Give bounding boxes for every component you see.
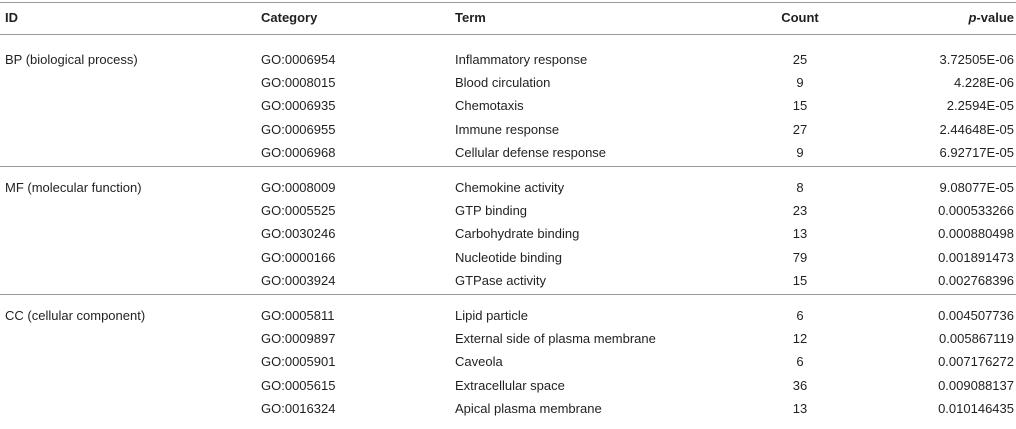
header-pvalue bbox=[968, 6, 1014, 30]
go-id-cell: GO:0005615 bbox=[261, 378, 336, 393]
term-cell: Blood circulation bbox=[455, 75, 551, 90]
count-cell: 9 bbox=[796, 145, 804, 160]
table-row bbox=[0, 350, 1016, 373]
pvalue-cell: 0.009088137 bbox=[938, 378, 1014, 393]
table-top-rule bbox=[0, 2, 1016, 3]
go-id-cell: GO:0006935 bbox=[261, 98, 336, 113]
go-id-cell: GO:0005525 bbox=[261, 203, 336, 218]
term-cell: Chemokine activity bbox=[455, 180, 565, 195]
go-id-cell: GO:0030246 bbox=[261, 226, 336, 241]
count-cell: 15 bbox=[792, 273, 808, 288]
term-cell: Extracellular space bbox=[455, 378, 565, 393]
pvalue-cell: 6.92717E-05 bbox=[939, 145, 1014, 160]
header-pvalue-suffix: -value bbox=[976, 10, 1014, 25]
count-cell: 8 bbox=[796, 180, 804, 195]
term-cell: Inflammatory response bbox=[455, 52, 588, 67]
table-row bbox=[0, 71, 1016, 94]
header-term: Term bbox=[455, 10, 486, 25]
count-cell: 6 bbox=[796, 308, 804, 323]
pvalue-cell: 0.001891473 bbox=[938, 250, 1014, 265]
term-cell: Chemotaxis bbox=[455, 98, 524, 113]
group-label: BP (biological process) bbox=[5, 52, 138, 67]
count-cell: 25 bbox=[792, 52, 808, 67]
table-row bbox=[0, 304, 1016, 327]
table-row bbox=[0, 141, 1016, 164]
header-pvalue-prefix: p bbox=[968, 10, 977, 25]
table-row bbox=[0, 374, 1016, 397]
go-id-cell: GO:0000166 bbox=[261, 250, 336, 265]
group-separator-rule bbox=[0, 166, 1016, 167]
table-row bbox=[0, 246, 1016, 269]
go-id-cell: GO:0009897 bbox=[261, 331, 336, 346]
group-label: MF (molecular function) bbox=[5, 180, 142, 195]
term-cell: GTPase activity bbox=[455, 273, 547, 288]
pvalue-cell: 0.007176272 bbox=[938, 354, 1014, 369]
term-cell: External side of plasma membrane bbox=[455, 331, 656, 346]
pvalue-cell: 0.010146435 bbox=[938, 401, 1014, 416]
term-cell: Cellular defense response bbox=[455, 145, 607, 160]
count-cell: 6 bbox=[796, 354, 804, 369]
count-cell: 13 bbox=[792, 401, 808, 416]
table-row bbox=[0, 94, 1016, 117]
pvalue-cell: 0.000533266 bbox=[938, 203, 1014, 218]
go-id-cell: GO:0016324 bbox=[261, 401, 336, 416]
pvalue-cell: 0.005867119 bbox=[939, 331, 1014, 346]
table-row bbox=[0, 176, 1016, 199]
go-id-cell: GO:0005901 bbox=[261, 354, 336, 369]
count-cell: 79 bbox=[792, 250, 808, 265]
pvalue-cell: 2.2594E-05 bbox=[946, 98, 1014, 113]
count-cell: 23 bbox=[792, 203, 808, 218]
pvalue-cell: 3.72505E-06 bbox=[939, 52, 1014, 67]
pvalue-cell: 0.004507736 bbox=[938, 308, 1014, 323]
count-cell: 13 bbox=[792, 226, 808, 241]
header-rule bbox=[0, 34, 1016, 35]
count-cell: 9 bbox=[796, 75, 804, 90]
table-header-row bbox=[0, 6, 1016, 30]
table-row bbox=[0, 269, 1016, 292]
table-row bbox=[0, 397, 1016, 420]
pvalue-cell: 9.08077E-05 bbox=[939, 180, 1014, 195]
pvalue-cell: 0.000880498 bbox=[938, 226, 1014, 241]
go-id-cell: GO:0006968 bbox=[261, 145, 336, 160]
header-category: Category bbox=[261, 10, 318, 25]
table-row bbox=[0, 48, 1016, 71]
go-id-cell: GO:0008009 bbox=[261, 180, 336, 195]
header-id: ID bbox=[5, 10, 18, 25]
pvalue-cell: 2.44648E-05 bbox=[939, 122, 1014, 137]
table-row bbox=[0, 118, 1016, 141]
go-id-cell: GO:0006955 bbox=[261, 122, 336, 137]
group-label: CC (cellular component) bbox=[5, 308, 146, 323]
count-cell: 36 bbox=[792, 378, 808, 393]
term-cell: Caveola bbox=[455, 354, 503, 369]
pvalue-cell: 4.228E-06 bbox=[954, 75, 1014, 90]
pvalue-cell: 0.002768396 bbox=[938, 273, 1014, 288]
term-cell: Immune response bbox=[455, 122, 560, 137]
count-cell: 12 bbox=[792, 331, 808, 346]
go-id-cell: GO:0005811 bbox=[261, 308, 335, 323]
term-cell: Nucleotide binding bbox=[455, 250, 562, 265]
group-separator-rule bbox=[0, 294, 1016, 295]
go-id-cell: GO:0006954 bbox=[261, 52, 336, 67]
term-cell: GTP binding bbox=[455, 203, 528, 218]
table-row bbox=[0, 199, 1016, 222]
term-cell: Apical plasma membrane bbox=[455, 401, 602, 416]
term-cell: Carbohydrate binding bbox=[455, 226, 580, 241]
go-id-cell: GO:0008015 bbox=[261, 75, 336, 90]
count-cell: 27 bbox=[792, 122, 808, 137]
go-id-cell: GO:0003924 bbox=[261, 273, 336, 288]
header-count: Count bbox=[781, 10, 819, 25]
term-cell: Lipid particle bbox=[455, 308, 528, 323]
table-row bbox=[0, 222, 1016, 245]
table-row bbox=[0, 327, 1016, 350]
count-cell: 15 bbox=[792, 98, 808, 113]
